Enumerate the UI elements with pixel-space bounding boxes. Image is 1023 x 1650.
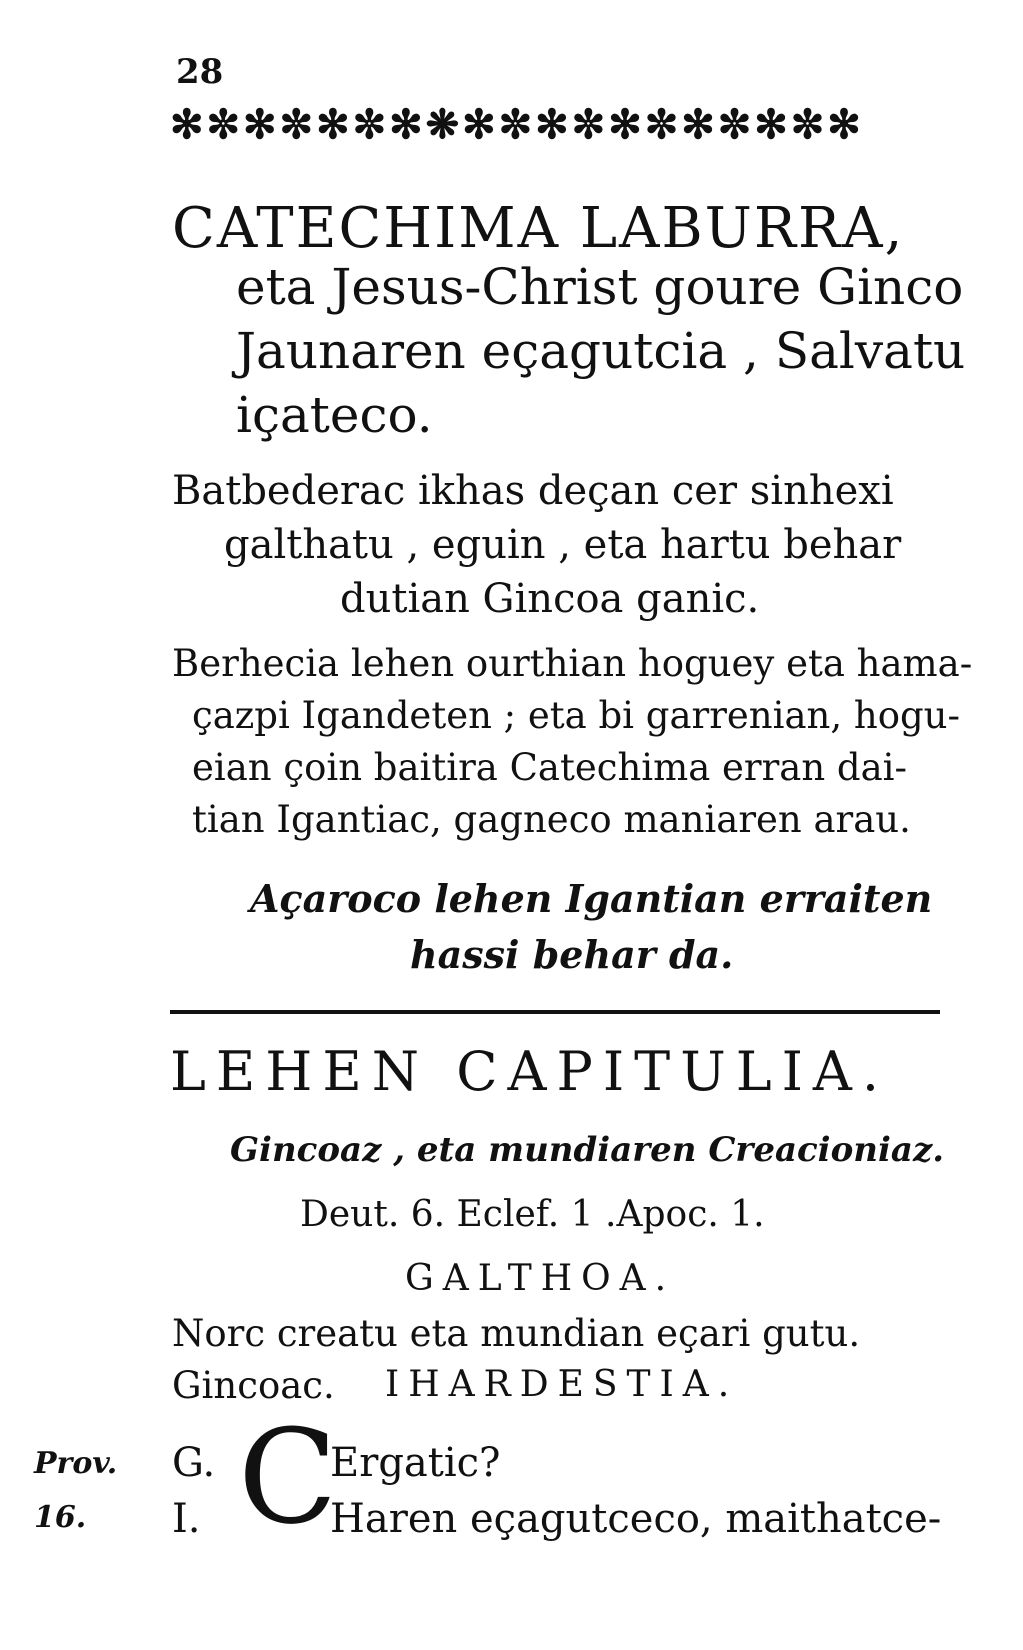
answer-label: IHARDESTIA. xyxy=(385,1364,739,1405)
answer-speaker: Gincoac. xyxy=(172,1364,335,1407)
question-label: GALTHOA. xyxy=(405,1258,676,1299)
scripture-references: Deut. 6. Eclef. 1 .Apoc. 1. xyxy=(300,1194,765,1235)
italic-note-line-1: Açaroco lehen Igantian erraiten xyxy=(250,876,933,921)
para1-line-2: galthatu , eguin , eta hartu behar xyxy=(224,522,902,568)
dialog-text-1: Ergatic? xyxy=(330,1440,501,1486)
section-title: CATECHIMA LABURRA, xyxy=(172,196,905,261)
dialog-speaker-1: G. xyxy=(172,1440,216,1486)
dialog-text-2: Haren eçagutceco, maithatce- xyxy=(330,1496,942,1542)
para2-line-4: tian Igantiac, gagneco maniaren arau. xyxy=(192,798,911,841)
title-line-2: Jaunaren eçagutcia , Salvatu xyxy=(236,322,966,380)
title-line-3: içateco. xyxy=(236,386,433,444)
para1-line-3: dutian Gincoa ganic. xyxy=(340,576,760,622)
italic-note-line-2: hassi behar da. xyxy=(410,932,734,977)
horizontal-rule xyxy=(170,1010,940,1014)
para2-line-1: Berhecia lehen ourthian hoguey eta hama- xyxy=(172,642,973,685)
drop-cap: C xyxy=(238,1401,338,1553)
title-line-1: eta Jesus-Christ goure Ginco xyxy=(236,258,964,316)
chapter-subheading: Gincoaz , eta mundiaren Creacioniaz. xyxy=(230,1130,945,1170)
para2-line-2: çazpi Igandeten ; eta bi garrenian, hogu- xyxy=(192,694,960,737)
margin-ref-line-1: Prov. xyxy=(34,1446,118,1481)
para2-line-3: eian çoin baitira Catechima erran dai- xyxy=(192,746,908,789)
question-line: Norc creatu eta mundian eçari gutu. xyxy=(172,1312,861,1355)
page-number: 28 xyxy=(176,52,224,92)
para1-line-1: Batbederac ikhas deçan cer sinhexi xyxy=(172,468,894,514)
margin-ref-line-2: 16. xyxy=(34,1500,87,1535)
decorative-ornament-band: ✻✼✻✼✻✼✻❋✻✼✻✼✻✼✻✼✻✼✻ xyxy=(170,101,864,148)
dialog-speaker-2: I. xyxy=(172,1496,201,1542)
chapter-heading: LEHEN CAPITULIA. xyxy=(170,1040,890,1103)
